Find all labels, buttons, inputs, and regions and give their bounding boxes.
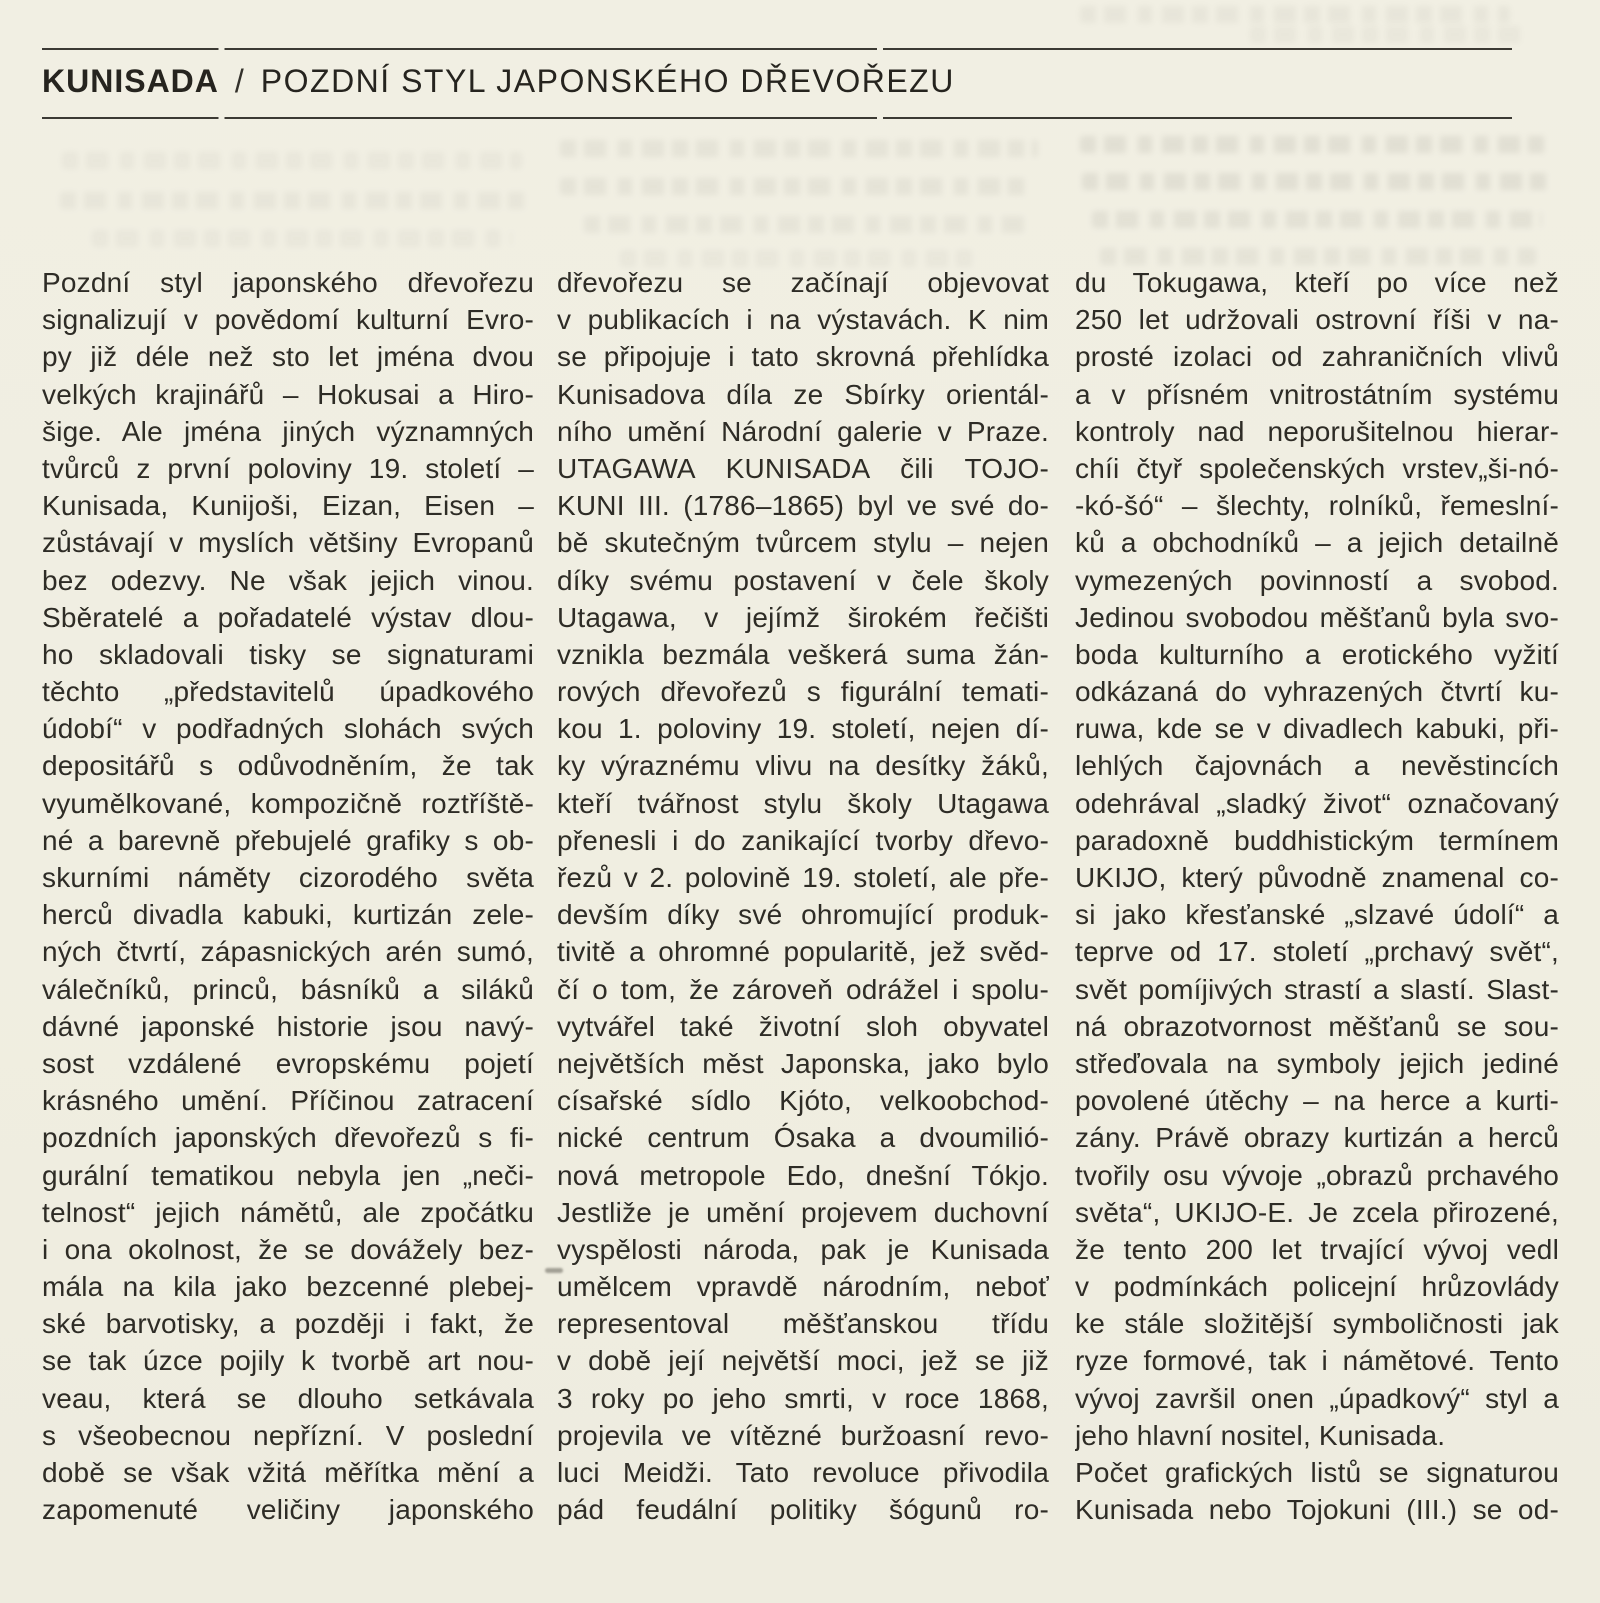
bleedthrough-ghost-text <box>560 140 1038 157</box>
text-line: krásného umění. Příčinou zatracení <box>42 1085 534 1117</box>
text-line: ruwa, kde se v divadlech kabuki, při- <box>1075 713 1559 745</box>
text-line: KUNI III. (1786–1865) byl ve své do- <box>557 490 1049 522</box>
text-line: gurální tematikou nebyla jen „neči- <box>42 1159 534 1191</box>
text-line: devším díky své ohromující produk- <box>557 899 1049 931</box>
text-line: paradoxně buddhistickým termínem <box>1075 824 1559 856</box>
text-line: rových dřevořezů s figurální temati- <box>557 676 1049 708</box>
text-line: že tento 200 let trvající vývoj vedl <box>1075 1233 1559 1265</box>
text-line: du Tokugawa, kteří po více než <box>1075 267 1559 298</box>
text-line: 250 let udržovali ostrovní říši v na- <box>1075 304 1559 336</box>
text-line: py již déle než sto let jména dvou <box>42 341 534 373</box>
text-line: representoval měšťanskou třídu <box>557 1308 1049 1340</box>
text-line: povolené útěchy – na herce a kurti- <box>1075 1085 1559 1117</box>
text-line: v době její největší moci, jež se již <box>557 1345 1049 1377</box>
text-line: 3 roky po jeho smrti, v roce 1868, <box>557 1382 1049 1414</box>
text-line: ryze formové, tak i námětové. Tento <box>1075 1345 1559 1377</box>
header-rule-bottom <box>42 117 1512 119</box>
text-line: bez odezvy. Ne však jejich vinou. <box>42 564 534 596</box>
text-line: veau, která se dlouho setkávala <box>42 1382 534 1414</box>
text-line: císařské sídlo Kjóto, velkoobchod- <box>557 1085 1049 1117</box>
text-line: s všeobecnou nepřízní. V poslední <box>42 1419 534 1451</box>
text-line: v publikacích i na výstavách. K nim <box>557 304 1049 336</box>
bleedthrough-ghost-text <box>584 216 1024 233</box>
text-line: ního umění Národní galerie v Praze. <box>557 415 1049 447</box>
text-line: teprve od 17. století „prchavý svět“, <box>1075 936 1559 968</box>
text-line: boda kulturního a erotického vyžití <box>1075 638 1559 670</box>
text-line: ky výraznému vlivu na desítky žáků, <box>557 750 1049 782</box>
text-line: vyspělosti národa, pak je Kunisada <box>557 1233 1049 1265</box>
text-line: si jako křesťanské „slzavé údolí“ a <box>1075 899 1559 931</box>
text-line: tivitě a ohromné popularitě, jež svěd- <box>557 936 1049 968</box>
text-line: Utagawa, v jejímž širokém řečišti <box>557 601 1049 633</box>
text-line: odkázaná do vyhrazených čtvrtí ku- <box>1075 676 1559 708</box>
text-line: chíi čtyř společenských vrstev„ši-nó- <box>1075 452 1559 484</box>
text-line: mála na kila jako bezcenné plebej- <box>42 1271 534 1303</box>
text-line: válečníků, princů, básníků a siláků <box>42 973 534 1005</box>
bleedthrough-ghost-text <box>560 178 1030 195</box>
text-line: i ona okolnost, že se dovážely bez- <box>42 1233 534 1265</box>
text-line: šige. Ale jména jiných významných <box>42 415 534 447</box>
text-line: lehlých čajovnách a nevěstincích <box>1075 750 1559 782</box>
text-line: kou 1. poloviny 19. století, nejen dí- <box>557 713 1049 745</box>
text-line: Kunisada, Kunijoši, Eizan, Eisen – <box>42 490 534 522</box>
header-article-title: POZDNÍ STYL JAPONSKÉHO DŘEVOŘEZU <box>260 63 955 99</box>
bleedthrough-ghost-text <box>1100 248 1536 265</box>
bleedthrough-ghost-text <box>1080 6 1510 23</box>
text-line: Kunisadova díla ze Sbírky orientál- <box>557 378 1049 410</box>
text-line: v podmínkách policejní hrůzovlády <box>1075 1271 1559 1303</box>
text-line: ná obrazotvornost měšťanů se sou- <box>1075 1010 1559 1042</box>
text-line: nová metropole Edo, dnešní Tókjo. <box>557 1159 1049 1191</box>
text-line: né a barevně přebujelé grafiky s ob- <box>42 824 534 856</box>
text-line: zůstávají v myslích většiny Evropanů <box>42 527 534 559</box>
text-line: Pozdní styl japonského dřevořezu <box>42 267 534 298</box>
text-line: Počet grafických listů se signaturou <box>1075 1457 1559 1488</box>
text-line: ků a obchodníků – a jejich detailně <box>1075 527 1559 559</box>
text-line: době se však vžitá měřítka mění a <box>42 1457 534 1488</box>
text-line: údobí“ v podřadných slohách svých <box>42 713 534 745</box>
text-line: UKIJO, který původně znamenal co- <box>1075 862 1559 893</box>
bleedthrough-ghost-text <box>92 230 512 247</box>
text-line: pozdních japonských dřevořezů s fi- <box>42 1122 534 1154</box>
text-line: -kó-šó“ – šlechty, rolníků, řemeslní- <box>1075 490 1559 522</box>
bleedthrough-ghost-text <box>1092 211 1542 228</box>
text-line: odehrával „sladký život“ označovaný <box>1075 787 1559 819</box>
text-line: Kunisada nebo Tojokuni (III.) se od- <box>1075 1494 1559 1526</box>
text-line: zapomenuté veličiny japonského <box>42 1494 534 1526</box>
text-line: střeďovala na symboly jejich jediné <box>1075 1047 1559 1079</box>
text-line: Jestliže je umění projevem duchovní <box>557 1196 1049 1228</box>
header-author-name: KUNISADA <box>42 63 219 99</box>
text-line: luci Meidži. Tato revoluce přivodila <box>557 1457 1049 1488</box>
text-line: ho skladovali tisky se signaturami <box>42 638 534 670</box>
text-line: telnost“ jejich námětů, ale zpočátku <box>42 1196 534 1228</box>
text-line: se tak úzce pojily k tvorbě art nou- <box>42 1345 534 1377</box>
text-line: ke stále složitější symboličnosti jak <box>1075 1308 1559 1340</box>
text-line: a v přísném vnitrostátním systému <box>1075 378 1559 410</box>
text-line: umělcem vpravdě národním, neboť <box>557 1271 1049 1303</box>
text-line: Jedinou svobodou měšťanů byla svo- <box>1075 601 1559 633</box>
text-line: herců divadla kabuki, kurtizán zele- <box>42 899 534 931</box>
text-line: díky svému postavení v čele školy <box>557 564 1049 596</box>
bleedthrough-ghost-text <box>60 192 530 209</box>
bleedthrough-ghost-text <box>1250 26 1530 43</box>
text-line: svět pomíjivých strastí a slastí. Slast- <box>1075 973 1559 1005</box>
text-line: těchto „představitelů úpadkového <box>42 676 534 708</box>
text-line: bě skutečným tvůrcem stylu – nejen <box>557 527 1049 559</box>
text-line: prosté izolaci od zahraničních vlivů <box>1075 341 1559 373</box>
text-line: ných čtvrtí, zápasnických arén sumó, <box>42 936 534 968</box>
page-header <box>42 64 955 99</box>
bleedthrough-ghost-text <box>62 152 522 169</box>
text-line: řezů v 2. polovině 19. století, ale pře- <box>557 862 1049 893</box>
text-line: skurními náměty cizorodého světa <box>42 862 534 893</box>
text-column-1 <box>42 264 534 1528</box>
text-line: zány. Právě obrazy kurtizán a herců <box>1075 1122 1559 1154</box>
text-line: projevila ve vítězné buržoasní revo- <box>557 1419 1049 1451</box>
text-line: vznikla bezmála veškerá suma žán- <box>557 638 1049 670</box>
text-line: přenesli i do zanikající tvorby dřevo- <box>557 824 1049 856</box>
text-line: tvůrců z první poloviny 19. století – <box>42 452 534 484</box>
text-line: největších měst Japonska, jako bylo <box>557 1047 1049 1079</box>
text-line: dávné japonské historie jsou navý- <box>42 1010 534 1042</box>
text-line: vývoj završil onen „úpadkový“ styl a <box>1075 1382 1559 1414</box>
text-line: UTAGAWA KUNISADA čili TOJO- <box>557 452 1049 484</box>
text-line: světa“, UKIJO-E. Je zcela přirozené, <box>1075 1196 1559 1228</box>
text-line: nické centrum Ósaka a dvoumilió- <box>557 1122 1049 1154</box>
text-line: se připojuje i tato skrovná přehlídka <box>557 341 1049 373</box>
bleedthrough-ghost-text <box>1080 136 1550 153</box>
text-line: vyumělkované, kompozičně roztříště- <box>42 787 534 819</box>
text-line: Sběratelé a pořadatelé výstav dlou- <box>42 601 534 633</box>
header-rule-top <box>42 48 1512 50</box>
text-line: pád feudální politiky šógunů ro- <box>557 1494 1049 1526</box>
text-line: kontroly nad neporušitelnou hierar- <box>1075 415 1559 447</box>
text-line: velkých krajinářů – Hokusai a Hiro- <box>42 378 534 410</box>
text-line: ské barvotisky, a později i fakt, že <box>42 1308 534 1340</box>
text-line: sost vzdálené evropskému pojetí <box>42 1047 534 1079</box>
header-separator: / <box>234 63 245 99</box>
bleedthrough-ghost-text <box>1082 173 1548 190</box>
text-line: kteří tvářnost stylu školy Utagawa <box>557 787 1049 819</box>
text-line: čí o tom, že zároveň odrážel i spolu- <box>557 973 1049 1005</box>
text-line: depositářů s odůvodněním, že tak <box>42 750 534 782</box>
text-column-2 <box>557 264 1049 1528</box>
text-line: signalizují v povědomí kulturní Evro- <box>42 304 534 336</box>
text-line: jeho hlavní nositel, Kunisada. <box>1075 1419 1446 1451</box>
text-column-3 <box>1075 264 1559 1528</box>
text-line: vytvářel také životní sloh obyvatel <box>557 1010 1049 1042</box>
text-line: tvořily osu vývoje „obrazů prchavého <box>1075 1159 1559 1191</box>
text-line: vymezených povinností a svobod. <box>1075 564 1559 596</box>
text-line: dřevořezu se začínají objevovat <box>557 267 1049 298</box>
